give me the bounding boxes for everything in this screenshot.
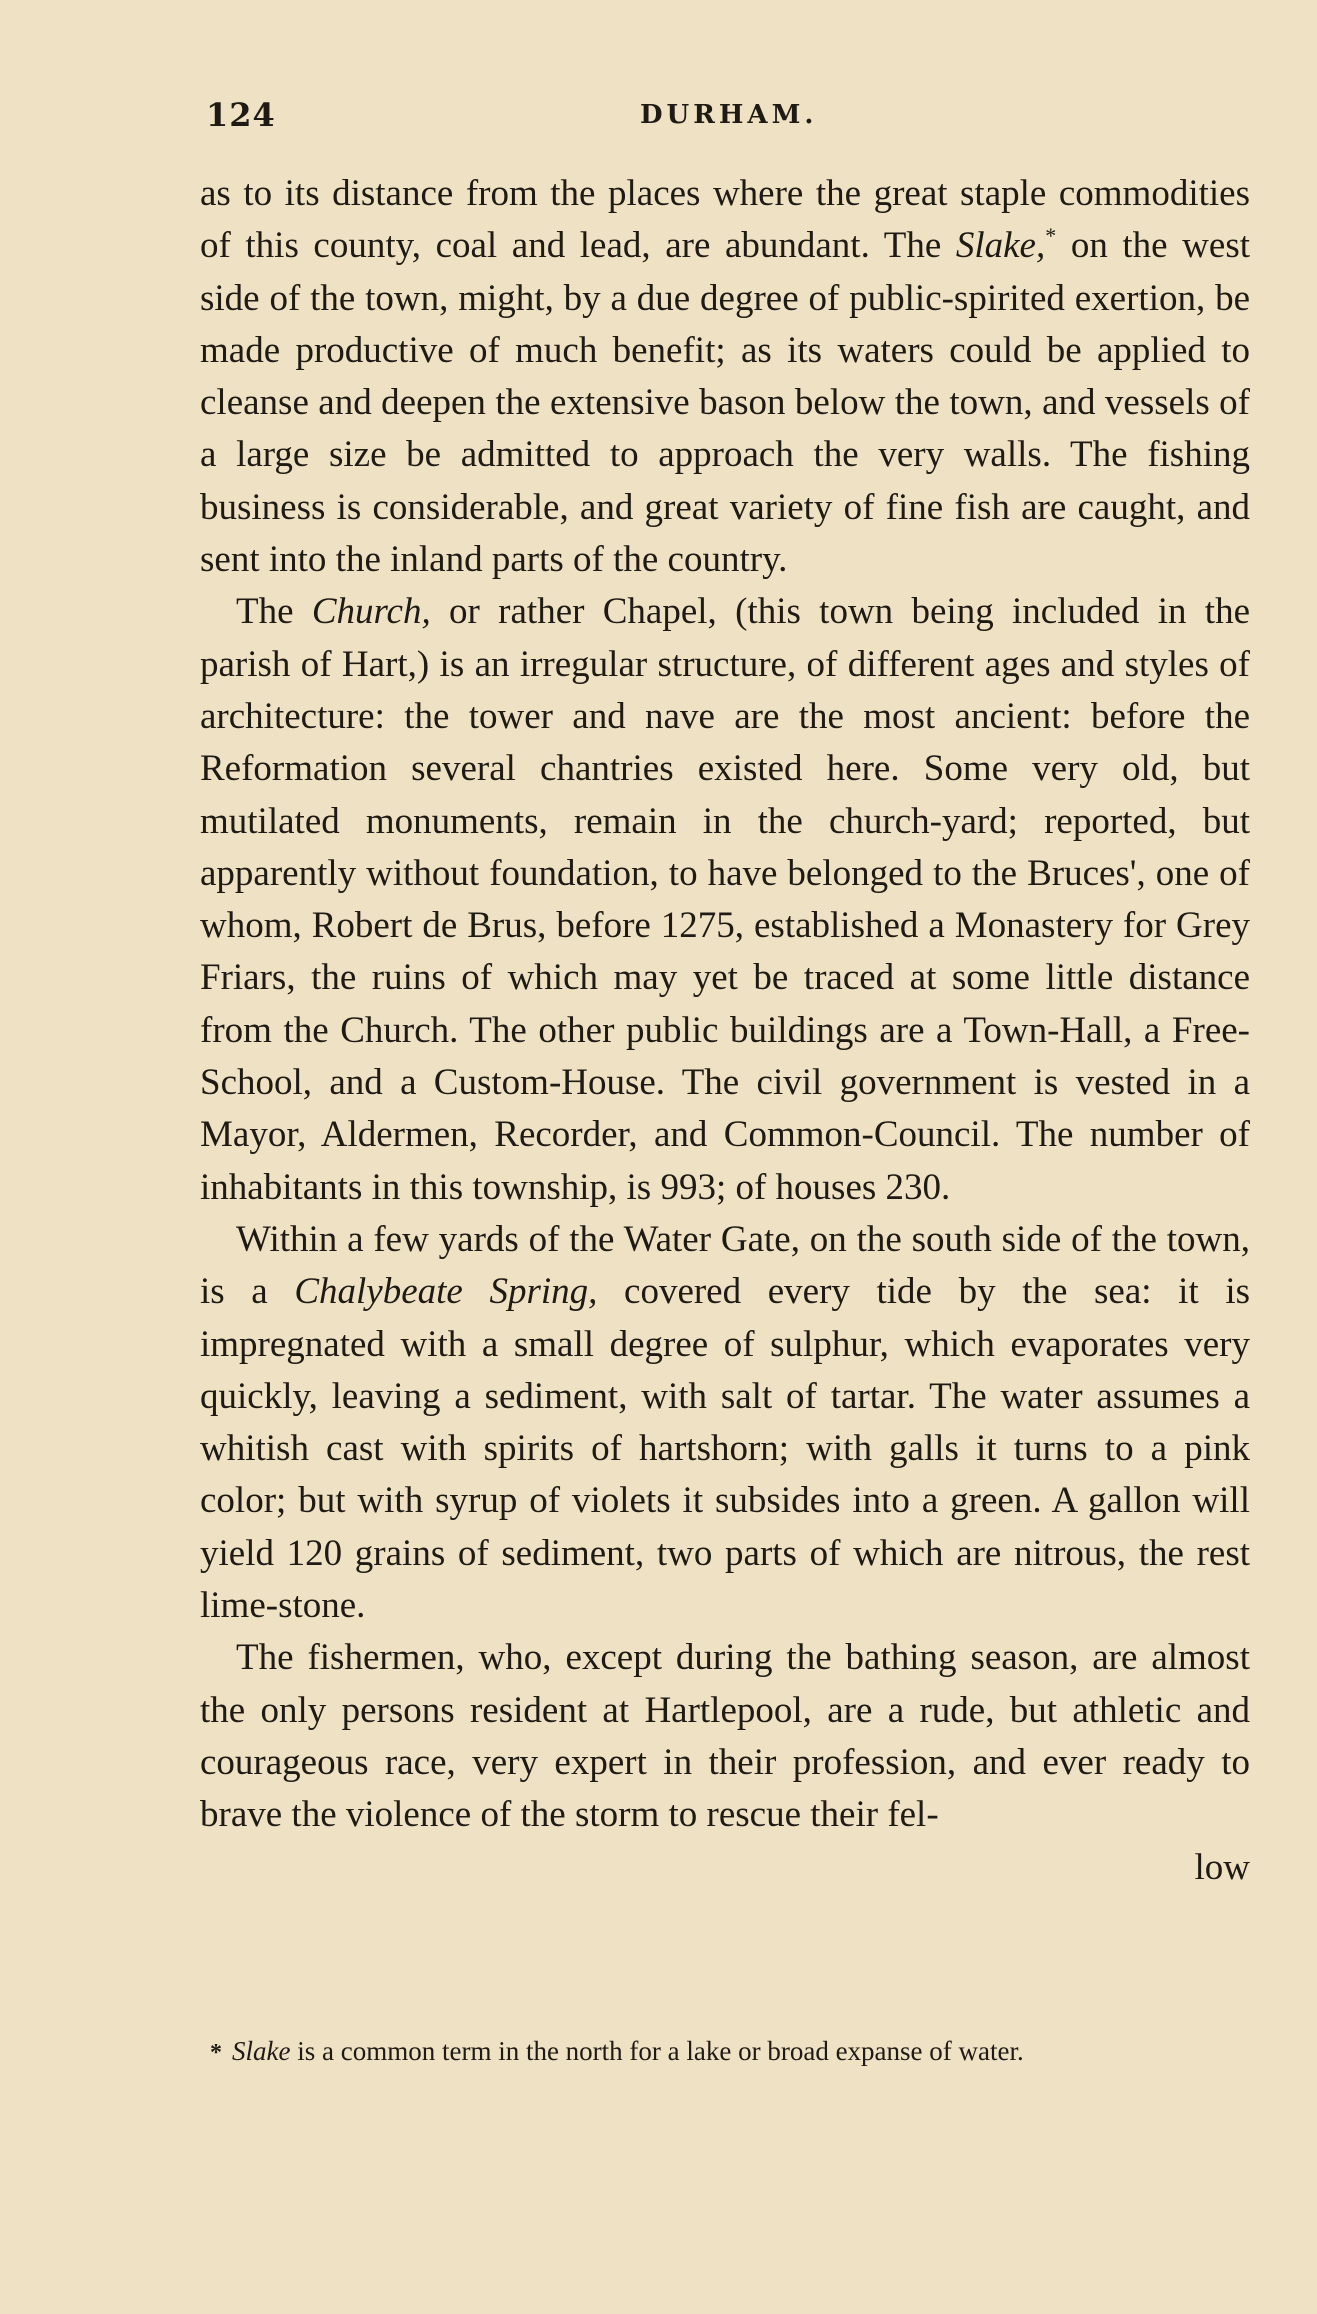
page-number: 124 <box>206 96 276 134</box>
footnote-reference: * <box>1045 223 1057 249</box>
paragraph-spring <box>200 1214 1250 1632</box>
spring-term: Chalybeate Spring, <box>294 1271 598 1313</box>
paragraph-text: as to its distance from the places where the great staple commodities of this county, coal and lead, are abundant. The <box>200 173 1250 267</box>
paragraph-text: on the west side of the town, might, by a due degree of public-spirited exertion, be made productive of much benefit; as its waters could be applied to cleanse and deepen the extensive bason below the town, and vessels of a large size be admitted to approach the very walls. The fishing business is considerable, and great variety of fine fish are caught, and sent into the inland parts of the country. <box>200 225 1250 581</box>
body-text <box>200 168 1250 1894</box>
footnote-mark: * <box>210 2040 222 2066</box>
footnote-term: Slake <box>232 2036 291 2066</box>
paragraph-text: The <box>236 591 312 633</box>
paragraph-text: Within a few yards of the Water Gate, on the south side of the town, is a <box>200 1218 1250 1313</box>
paragraph-text: covered every tide by the sea: it is impregnated with a small degree of sulphur, which evaporates very quickly, leaving a sediment, with salt of tartar. The water assumes a whitish cast with spirits of hartshorn; with galls it turns to a pink color; but with syrup of violets it subsides into a green. A gallon will yield 120 grains of sediment, two parts of which are nitrous, the rest lime-stone. <box>200 1271 1251 1627</box>
church-term: Church, <box>311 591 431 633</box>
footnote-text: is a common term in the north for a lake or broad expanse of water. <box>290 2036 1024 2066</box>
paragraph-church <box>200 586 1250 1214</box>
catchword: low <box>1194 1846 1250 1888</box>
paragraph-harbour <box>200 168 1250 586</box>
page-header <box>200 96 1261 140</box>
running-title: DURHAM. <box>640 100 818 130</box>
footnote <box>210 2034 1250 2070</box>
slake-term: Slake, <box>955 225 1046 267</box>
paragraph-text: or rather Chapel, (this town being included in the parish of Hart,) is an irregular structure, of different ages and styles of architecture: the tower and nave are the most ancient: before the Reformation several chantries existed here. Some very old, but mutilated monuments, remain in the church-yard; reported, but apparently without foundation, to have belonged to the Bruces', one of whom, Robert de Brus, before 1275, established a Monastery for Grey Friars, the ruins of which may yet be traced at some little distance from the Church. The other public buildings are a Town-Hall, a Free-School, and a Custom-House. The civil government is vested in a Mayor, Aldermen, Recorder, and Common-Council. The number of inhabitants in this township, is 993; of houses 230. <box>200 591 1251 1208</box>
paragraph-fishermen: The fishermen, who, except during the bathing season, are almost the only persons resident at Hartlepool, are a rude, but athletic and courageous race, very expert in their profession, and ever ready to brave the violence of the storm to rescue their fel- <box>200 1637 1250 1836</box>
